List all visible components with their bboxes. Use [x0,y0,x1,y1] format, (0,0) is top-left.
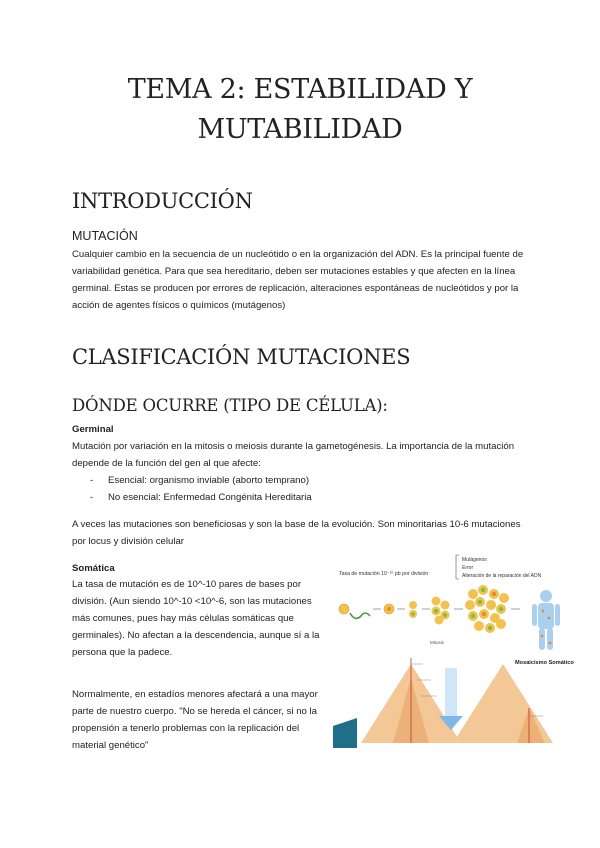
sperm-icon [350,613,370,618]
germinal-list [72,472,532,506]
somatic-mutation-figure [333,548,595,748]
corner-decoration [333,718,357,748]
zygote-cell-icon [339,604,349,614]
bracket-icon [456,555,459,579]
nucleus-icon [387,607,391,611]
cell-icon [409,601,417,609]
somatica-paragraph-1: La tasa de mutación es de 10^-10 pares de bases por división. (Aun siendo 10^-10 <10^-6, son las mutaciones más comunes, pues hay más células somáticas que germinales). No afectan a la descendencia, aunque sí a la persona que la padece. [72,579,320,658]
germinal-note: A veces las mutaciones son beneficiosas y son la base de la evolución. Son minoritarias 10-6 mutaciones por locus y división celular [72,519,521,547]
mutant-cell-icon [411,612,414,615]
title-line-2: MUTABILIDAD [197,114,403,145]
list-item: - Esencial: organismo inviable (aborto temprano) [72,472,532,489]
figure-svg [333,548,595,748]
somatica-paragraph-2: Normalmente, en estadíos menores afectará a una mayor parte de nuestro cuerpo. "No se hereda el cáncer, si no la propensión a tenerlo problemas con la replicación del material genético" [72,689,318,751]
heading-introduccion: INTRODUCCIÓN [72,189,253,213]
human-figure-icon [532,590,560,650]
cell-cluster-small [432,597,450,625]
list-item: - No esencial: Enfermedad Congénita Hereditaria [72,489,532,506]
heading-clasificacion: CLASIFICACIÓN MUTACIONES [72,345,411,369]
cause-label: Mutágenos [462,557,487,563]
subheading-donde-ocurre: DÓNDE OCURRE (TIPO DE CÉLULA): [72,396,388,415]
mosaic-label: Mosaicismo Somático [515,660,574,666]
cause-label: Error [462,565,474,571]
document-title [0,70,600,150]
cell-cluster-large [465,585,509,633]
title-line-1: TEMA 2: ESTABILIDAD Y [127,74,473,105]
rate-label: Tasa de mutación 10⁻¹⁰ pb por división [339,571,429,577]
germinal-label: Germinal [72,424,114,435]
cause-label: Alteración de la reparación del ADN [462,573,542,579]
right-pyramid [453,664,553,743]
subheading-mutacion: MUTACIÓN [72,229,138,243]
somatica-label: Somática [72,563,115,574]
germinal-paragraph: Mutación por variación en la mitosis o meiosis durante la gametogénesis. La importancia de la mutación depende de la función del gen al que afecte: [72,441,515,469]
mitosis-label: Mitosis [430,640,445,645]
intro-paragraph: Cualquier cambio en la secuencia de un nucleótido o en la organización del ADN. Es la principal fuente de variabilidad genética. Para que sea hereditario, deben ser mutaciones estables y que afecten en la línea germinal. Estas se producen por errores de replicación, alteraciones espontáneas de nucleótidos y por la acción de agentes físicos o químicos (mutágenos) [72,249,524,311]
